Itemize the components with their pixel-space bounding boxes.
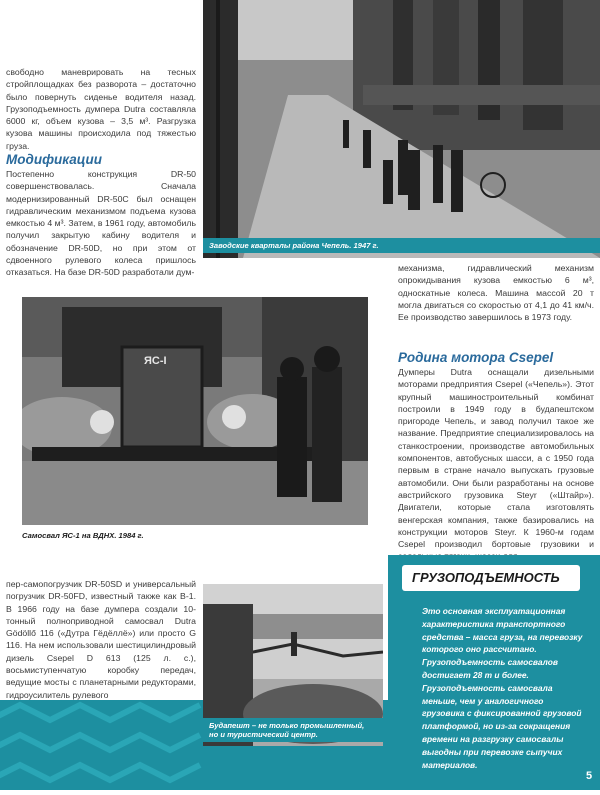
budapest-caption-line2: но и туристический центр. xyxy=(209,730,318,739)
csepel-heading: Родина мотора Csepel xyxy=(398,350,554,365)
right-paragraph-1: механизма, гидравлический механизм опрокидывания кузова емкостью 6 м³, односкатные колеса. Машина массой 20 т могла двигаться со скоростью от 4,1 до 41 км/ч. Ее производство завершилось в 1973 году. xyxy=(398,263,594,323)
factory-photo-caption: Заводские кварталы района Чепель. 1947 г. xyxy=(203,238,600,253)
page-number: 5 xyxy=(586,770,593,782)
bottom-paragraph: пер-самопогрузчик DR-50SD и универсальный погрузчик DR-50FD, известный также как В-1. В 1966 году на базе думпера создали 10-тонный полноприводной самосвал Dutra Gödöllő 116 («Дутра Гёдёллё») или просто G 116. На нем использовали шестицилиндровый дизель Csepel D 613 (125 л. с.), восьмиступенчатую коробку передач, ведущие мосты с планетарными редукторами, гидроусилитель рулевого xyxy=(6,579,196,700)
sidebar-text: Это основная эксплуатационная характеристика транспортного средства – масса груза, на перевозку которого оно рассчитано. Грузоподъемность самосвалов достигает 28 т и более. Грузоподъемность самосвала меньше, чем у аналогичного грузовика с фиксированной грузовой платформой, но из-за сокращения времени на разгрузку самосвалы выгодны при перевозке сыпучих материалов. xyxy=(422,606,583,770)
csepel-paragraph: Думперы Dutra оснащали дизельными моторами предприятия Csepel («Чепель»). Этот крупный машиностроительный комбинат построили в 1949 году в будапештском пригороде Чепель, и завод получил такое же название. Предприятие специализировалось на станкостроении, производстве автомобильных компонентов, автобусных шасси, а с 1950 года первым в стране начало выпускать грузовые автомобили. Они были разработаны на основе австрийского грузовика Steyr («Штайр»). Двигатели, которые стала изготовлять венгерская компания, также базировались на конструкции моторов Steyr. К 1960-м годам Csepel производил бортовые грузовики и xyxy=(398,367,594,550)
sidebar-heading: ГРУЗОПОДЪЕМНОСТЬ xyxy=(412,570,560,585)
budapest-photo-caption xyxy=(203,718,383,742)
truck-photo xyxy=(22,297,368,525)
truck-photo-caption: Самосвал ЯС-1 на ВДНХ. 1984 г. xyxy=(22,531,144,540)
truck-plate: ЯС-I xyxy=(144,355,167,367)
modifications-paragraph: Постепенно конструкция DR-50 совершенствовалась. Сначала модернизированный DR-50C был оснащен гидравлическим механизмом подъема кузова емкостью 4 м³. Затем, в 1961 году, автомобиль получил закрытую кабину водителя и обозначение DR-50D, но при этом от сдвоенного рулевого колеса пришлось отказаться. На базе DR-50D разработали дум- xyxy=(6,169,196,278)
factory-scene-illustration xyxy=(203,0,600,258)
budapest-photo xyxy=(203,584,383,746)
truck-illustration xyxy=(22,297,368,525)
factory-district-photo xyxy=(203,0,600,258)
modifications-heading: Модификации xyxy=(6,152,103,167)
load-capacity-sidebar xyxy=(388,555,600,790)
sidebar-heading-plate xyxy=(402,565,580,591)
intro-paragraph: свободно маневрировать на тесных стройплощадках без разворота – достаточно было повернуть сиденье водителя назад. Грузоподъемность думпера Dutra составляла 6000 кг, объем кузова – 3,5 м³. Разгрузка кузова машины происходила под тяжестью груза. xyxy=(6,67,196,151)
budapest-caption-line1: Будапешт – не только промышленный, xyxy=(209,721,365,730)
